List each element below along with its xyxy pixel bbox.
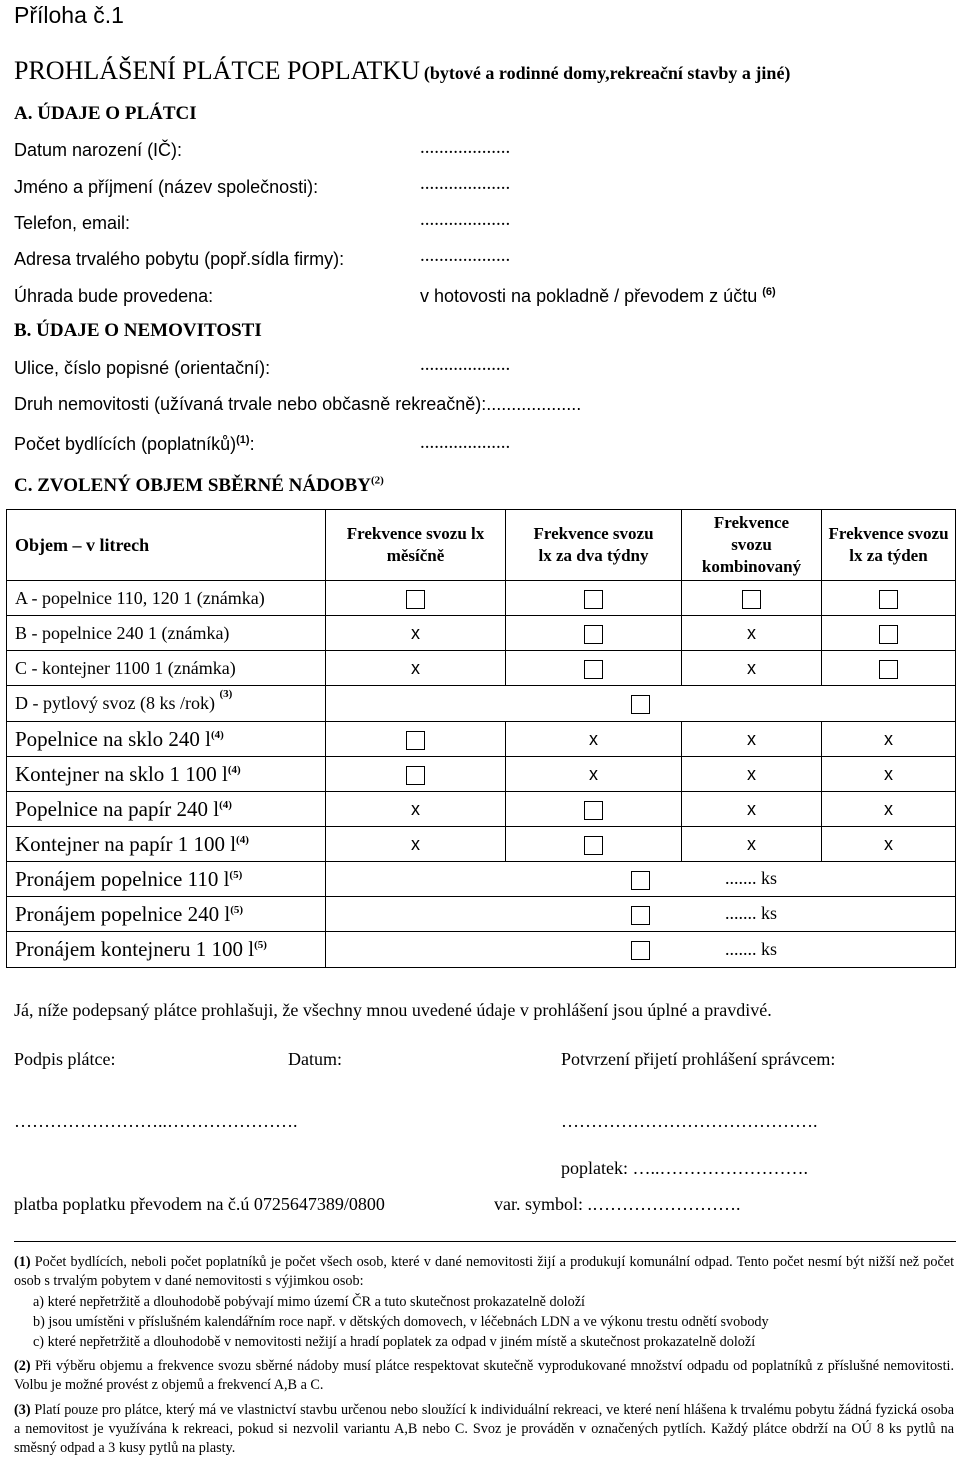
checkbox-rent110[interactable] bbox=[631, 871, 650, 890]
payer-signature-field[interactable]: ……………………..…………………. bbox=[14, 1111, 298, 1131]
table-row bbox=[7, 932, 956, 968]
note-1b: b) jsou umístěni v příslušném kalendářním roce např. v dětských domovech, v léčebnách LDN a ve výkonu trestu odnětí svobody bbox=[33, 1314, 769, 1330]
payment-label: Úhrada bude provedena: bbox=[14, 286, 214, 306]
property-type-field[interactable]: Druh nemovitosti (užívaná trvale nebo občasně rekreačně):................... bbox=[14, 394, 582, 414]
row-rent1100-note: (5) bbox=[254, 939, 267, 951]
checkbox-a-monthly[interactable] bbox=[406, 590, 425, 609]
row-paper240-label: Popelnice na papír 240 l bbox=[15, 796, 220, 821]
glass1100-biweekly-na: x bbox=[506, 757, 682, 792]
checkbox-b-weekly[interactable] bbox=[879, 625, 898, 644]
table-row bbox=[7, 581, 956, 616]
row-c-label: C - kontejner 1100 1 (známka) bbox=[7, 651, 326, 686]
section-c-note: (2) bbox=[370, 474, 384, 487]
checkbox-rent1100[interactable] bbox=[631, 941, 650, 960]
table-row bbox=[7, 792, 956, 827]
note-1c: c) které nepřetržitě a dlouhodobě v nemovitosti nežijí a hradí poplatek za odpad v jiném místě a skutečnost prokazatelně doloží bbox=[33, 1334, 756, 1350]
name-label: Jméno a příjmení (název společnosti): bbox=[14, 177, 319, 197]
glass240-biweekly-na: x bbox=[506, 722, 682, 757]
glass240-weekly-na: x bbox=[822, 722, 956, 757]
row-a-label: A - popelnice 110, 120 1 (známka) bbox=[7, 581, 326, 616]
checkbox-paper240-biweekly[interactable] bbox=[584, 801, 603, 820]
volume-frequency-table bbox=[6, 509, 956, 968]
payer-signature-label: Podpis plátce: bbox=[14, 1049, 116, 1069]
checkbox-b-biweekly[interactable] bbox=[584, 625, 603, 644]
b-combined-na: x bbox=[682, 616, 822, 651]
glass1100-combined-na: x bbox=[682, 757, 822, 792]
paper240-monthly-na: x bbox=[326, 792, 506, 827]
table-row bbox=[7, 722, 956, 757]
table-row bbox=[7, 827, 956, 862]
rent1100-count[interactable]: ....... ks bbox=[725, 938, 778, 959]
section-b-heading: B. ÚDAJE O NEMOVITOSTI bbox=[14, 320, 262, 341]
name-field[interactable]: ................... bbox=[420, 173, 511, 194]
payment-value: v hotovosti na pokladně / převodem z účtu bbox=[420, 286, 758, 306]
row-glass1100-note: (4) bbox=[227, 763, 241, 776]
c-combined-na: x bbox=[682, 651, 822, 686]
glass240-combined-na: x bbox=[682, 722, 822, 757]
rent240-count[interactable]: ....... ks bbox=[725, 903, 778, 924]
c-monthly-na: x bbox=[326, 651, 506, 686]
row-glass1100-label: Kontejner na sklo 1 100 l bbox=[15, 761, 228, 786]
residents-field[interactable]: ................... bbox=[420, 432, 511, 453]
residents-label-text: Počet bydlících (poplatníků) bbox=[14, 434, 237, 454]
checkbox-a-weekly[interactable] bbox=[879, 590, 898, 609]
residents-note: (1) bbox=[236, 434, 250, 446]
document-title bbox=[14, 56, 790, 86]
checkbox-glass1100-monthly[interactable] bbox=[406, 766, 425, 785]
section-c-heading-text: C. ZVOLENÝ OBJEM SBĚRNÉ NÁDOBY bbox=[14, 475, 371, 496]
table-row bbox=[7, 616, 956, 651]
checkbox-d-bags[interactable] bbox=[631, 695, 650, 714]
section-a-heading: A. ÚDAJE O PLÁTCI bbox=[14, 103, 197, 124]
note-3-mark: (3) bbox=[14, 1402, 31, 1418]
rent110-count[interactable]: ....... ks bbox=[725, 868, 778, 889]
row-d-note: (3) bbox=[219, 688, 233, 700]
paper240-combined-na: x bbox=[682, 792, 822, 827]
note-2-text: Při výběru objemu a frekvence svozu sběrné nádoby musí plátce respektovat skutečně vyprodukované množství odpadu od poplatníků z příslušné nemovitosti. Volbu je možné provést z objemů a frekvencí A,B a C. bbox=[14, 1358, 954, 1393]
street-field[interactable]: ................... bbox=[420, 354, 511, 375]
row-glass240-note: (4) bbox=[210, 728, 224, 741]
checkbox-rent240[interactable] bbox=[631, 906, 650, 925]
note-3-text: Platí pouze pro plátce, který má ve vlastnictví stavbu určenou nebo sloužící k individuální rekreaci, ve které není hlášena k trvalému pobytu žádná fyzická osoba a nemovitost je využívána k rekreaci, pokud si nezvolil variantu A,B nebo C. Svoz je prováděn v označených pytlích. Každý plátce obdrží na OÚ 8 ks pytlů na směsný odpad a 3 kusy pytlů na plasty. bbox=[14, 1402, 955, 1456]
checkbox-c-biweekly[interactable] bbox=[584, 660, 603, 679]
checkbox-a-combined[interactable] bbox=[742, 590, 761, 609]
header-biweekly: Frekvence svozu lx za dva týdny bbox=[506, 510, 682, 581]
section-c-heading bbox=[14, 475, 384, 497]
table-header-row bbox=[7, 510, 956, 581]
row-glass240-label: Popelnice na sklo 240 l bbox=[15, 726, 211, 751]
row-rent1100-label: Pronájem kontejneru 1 100 l bbox=[15, 937, 255, 961]
title-subtitle: (bytové a rodinné domy,rekreační stavby a jiné) bbox=[423, 63, 791, 83]
row-paper1100-label: Kontejner na papír 1 100 l bbox=[15, 831, 237, 856]
header-volume: Objem – v litrech bbox=[7, 510, 326, 581]
table-row bbox=[7, 897, 956, 932]
row-rent110-note: (5) bbox=[229, 868, 243, 881]
paper1100-monthly-na: x bbox=[326, 827, 506, 862]
paper240-weekly-na: x bbox=[822, 792, 956, 827]
header-combined: Frekvence svozu kombinovaný bbox=[682, 510, 822, 581]
b-monthly-na: x bbox=[326, 616, 506, 651]
declaration-text: Já, níže podepsaný plátce prohlašuji, že všechny mnou uvedené údaje v prohlášení jsou úplné a pravdivé. bbox=[14, 1000, 772, 1020]
checkbox-c-weekly[interactable] bbox=[879, 660, 898, 679]
bank-transfer-text: platba poplatku převodem na č.ú 0725647389/0800 bbox=[14, 1194, 385, 1214]
payment-options[interactable] bbox=[420, 286, 776, 307]
note-1-text: Počet bydlících, neboli počet poplatníků je počet všech osob, které v dané nemovitosti žijí a produkují komunální odpad. Tento počet nesmí být nižší než počet osob s trvalým pobytem v dané nemovitosti s výjimkou osob: bbox=[14, 1254, 955, 1289]
glass1100-weekly-na: x bbox=[822, 757, 956, 792]
note-2 bbox=[14, 1357, 954, 1395]
confirmation-field[interactable]: ……………………………………. bbox=[561, 1111, 818, 1131]
checkbox-glass240-monthly[interactable] bbox=[406, 731, 425, 750]
table-row bbox=[7, 651, 956, 686]
date-label: Datum: bbox=[288, 1049, 342, 1069]
row-b-label: B - popelnice 240 1 (známka) bbox=[7, 616, 326, 651]
note-3 bbox=[14, 1401, 954, 1458]
checkbox-a-biweekly[interactable] bbox=[584, 590, 603, 609]
table-row bbox=[7, 686, 956, 722]
row-rent240-note: (5) bbox=[230, 903, 244, 916]
row-paper240-note: (4) bbox=[219, 798, 232, 811]
paper1100-weekly-na: x bbox=[822, 827, 956, 862]
paper1100-combined-na: x bbox=[682, 827, 822, 862]
row-rent110-label: Pronájem popelnice 110 l bbox=[15, 866, 230, 891]
title-text: PROHLÁŠENÍ PLÁTCE POPLATKU bbox=[14, 56, 420, 85]
phone-label: Telefon, email: bbox=[14, 213, 131, 233]
notes-divider bbox=[14, 1241, 956, 1242]
row-d-label: D - pytlový svoz (8 ks /rok) bbox=[15, 693, 215, 713]
payment-note: (6) bbox=[762, 286, 776, 298]
note-1a: a) které nepřetržitě a dlouhodobě pobývají mimo území ČR a tuto skutečnost prokazatelně doloží bbox=[33, 1294, 585, 1310]
checkbox-paper1100-biweekly[interactable] bbox=[584, 836, 603, 855]
variable-symbol-field[interactable]: var. symbol: .……………………. bbox=[494, 1194, 741, 1214]
table-row bbox=[7, 862, 956, 897]
confirmation-label: Potvrzení přijetí prohlášení správcem: bbox=[561, 1049, 836, 1069]
residents-colon: : bbox=[249, 434, 255, 454]
residents-label bbox=[14, 434, 255, 455]
note-1 bbox=[14, 1253, 954, 1291]
row-rent240-label: Pronájem popelnice 240 l bbox=[15, 901, 231, 926]
table-row bbox=[7, 757, 956, 792]
attachment-label: Příloha č.1 bbox=[14, 2, 124, 28]
row-paper1100-note: (4) bbox=[236, 833, 249, 846]
note-2-mark: (2) bbox=[14, 1358, 31, 1374]
phone-field[interactable]: ................... bbox=[420, 209, 511, 230]
birth-field[interactable]: ................... bbox=[420, 137, 511, 158]
fee-field[interactable]: poplatek: …..……………………. bbox=[561, 1158, 808, 1178]
header-weekly: Frekvence svozu lx za týden bbox=[822, 510, 956, 581]
address-label: Adresa trvalého pobytu (popř.sídla firmy): bbox=[14, 249, 345, 269]
birth-label: Datum narození (IČ): bbox=[14, 140, 183, 160]
header-monthly: Frekvence svozu lx měsíčně bbox=[326, 510, 506, 581]
address-field[interactable]: ................... bbox=[420, 245, 511, 266]
note-1-mark: (1) bbox=[14, 1254, 31, 1270]
street-label: Ulice, číslo popisné (orientační): bbox=[14, 358, 271, 378]
